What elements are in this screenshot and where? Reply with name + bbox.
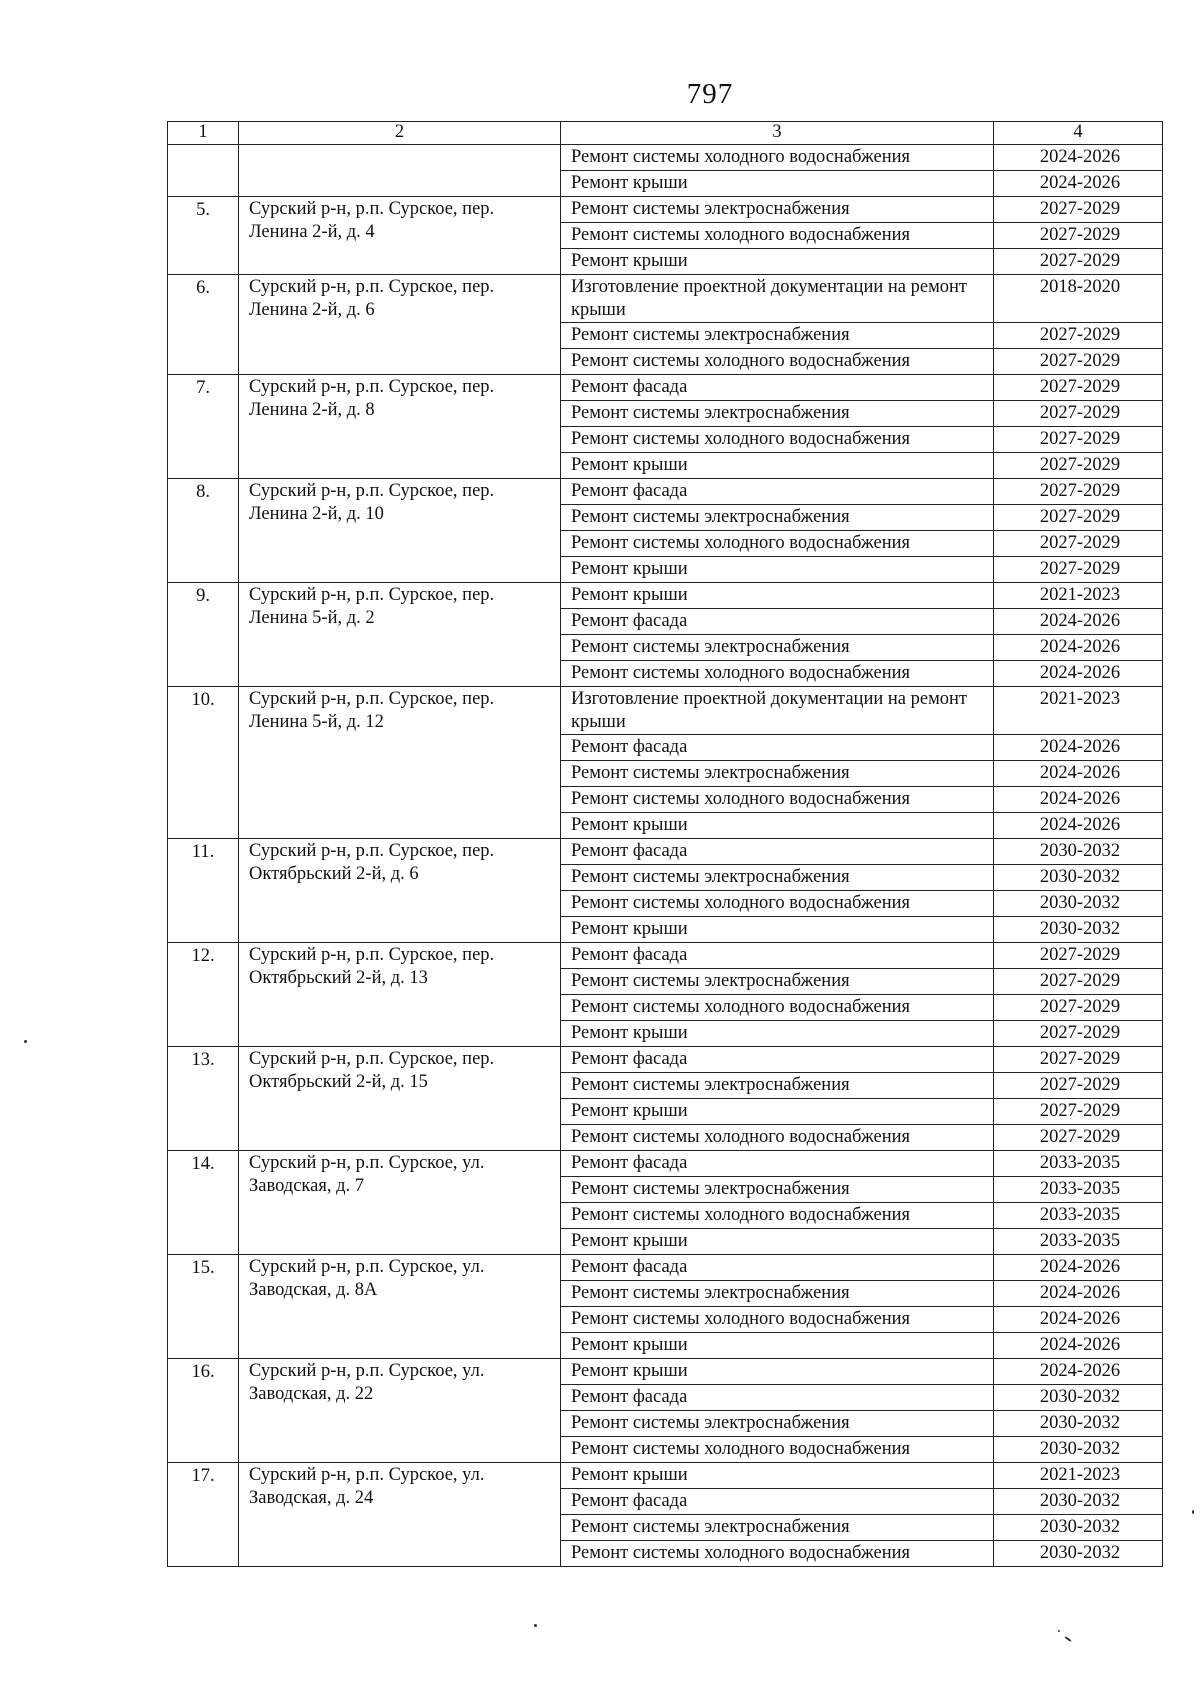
work-type: Ремонт фасада [561, 735, 994, 761]
work-type: Ремонт фасада [561, 479, 994, 505]
object-address: Сурский р-н, р.п. Сурское, пер. Ленина 2-й, д. 8 [239, 375, 561, 479]
work-type: Ремонт крыши [561, 583, 994, 609]
work-type: Ремонт системы холодного водоснабжения [561, 1203, 994, 1229]
object-number: 8. [168, 479, 239, 583]
work-type: Ремонт крыши [561, 249, 994, 275]
work-period: 2024-2026 [994, 735, 1163, 761]
object-number: 13. [168, 1047, 239, 1151]
work-type: Ремонт системы электроснабжения [561, 635, 994, 661]
work-type: Ремонт системы электроснабжения [561, 1177, 994, 1203]
work-type: Ремонт системы электроснабжения [561, 197, 994, 223]
work-type: Ремонт крыши [561, 1099, 994, 1125]
column-header-4: 4 [994, 122, 1163, 145]
object-address: Сурский р-н, р.п. Сурское, пер. Ленина 2-й, д. 6 [239, 275, 561, 375]
work-type: Ремонт системы электроснабжения [561, 865, 994, 891]
work-period: 2030-2032 [994, 917, 1163, 943]
object-number: 6. [168, 275, 239, 375]
work-type: Ремонт фасада [561, 375, 994, 401]
work-period: 2027-2029 [994, 427, 1163, 453]
table-row [168, 839, 1163, 865]
column-header-3: 3 [561, 122, 994, 145]
object-number: 11. [168, 839, 239, 943]
work-type: Ремонт системы электроснабжения [561, 1073, 994, 1099]
work-type: Ремонт системы холодного водоснабжения [561, 427, 994, 453]
column-header-1: 1 [168, 122, 239, 145]
work-period: 2027-2029 [994, 1073, 1163, 1099]
work-period: 2027-2029 [994, 1047, 1163, 1073]
object-number: 10. [168, 687, 239, 839]
work-period: 2027-2029 [994, 197, 1163, 223]
work-period: 2024-2026 [994, 1333, 1163, 1359]
work-period: 2030-2032 [994, 1515, 1163, 1541]
work-type: Ремонт системы холодного водоснабжения [561, 787, 994, 813]
work-type: Ремонт крыши [561, 453, 994, 479]
object-address: Сурский р-н, р.п. Сурское, пер. Октябрьский 2-й, д. 15 [239, 1047, 561, 1151]
work-type: Ремонт фасада [561, 943, 994, 969]
work-type: Ремонт крыши [561, 171, 994, 197]
object-address: Сурский р-н, р.п. Сурское, ул. Заводская, д. 24 [239, 1463, 561, 1567]
work-type: Ремонт фасада [561, 609, 994, 635]
work-period: 2027-2029 [994, 969, 1163, 995]
work-period: 2027-2029 [994, 995, 1163, 1021]
object-number: 7. [168, 375, 239, 479]
work-period: 2021-2023 [994, 687, 1163, 735]
work-type: Ремонт системы холодного водоснабжения [561, 891, 994, 917]
table-row [168, 275, 1163, 323]
object-address: Сурский р-н, р.п. Сурское, пер. Ленина 2-й, д. 10 [239, 479, 561, 583]
work-period: 2024-2026 [994, 609, 1163, 635]
work-period: 2024-2026 [994, 787, 1163, 813]
column-header-2: 2 [239, 122, 561, 145]
work-type: Ремонт системы электроснабжения [561, 401, 994, 427]
page-number: 797 [686, 78, 734, 110]
work-period: 2027-2029 [994, 323, 1163, 349]
work-type: Изготовление проектной документации на ремонт крыши [561, 687, 994, 735]
work-period: 2030-2032 [994, 1541, 1163, 1567]
work-period: 2030-2032 [994, 1411, 1163, 1437]
table-row [168, 1255, 1163, 1281]
table-row [168, 145, 1163, 171]
work-period: 2027-2029 [994, 401, 1163, 427]
work-period: 2021-2023 [994, 1463, 1163, 1489]
work-period: 2024-2026 [994, 1281, 1163, 1307]
table-row [168, 479, 1163, 505]
work-period: 2027-2029 [994, 557, 1163, 583]
object-address: Сурский р-н, р.п. Сурское, пер. Ленина 5-й, д. 2 [239, 583, 561, 687]
work-period: 2024-2026 [994, 1307, 1163, 1333]
work-type: Ремонт системы холодного водоснабжения [561, 223, 994, 249]
work-type: Ремонт системы холодного водоснабжения [561, 1541, 994, 1567]
table-row [168, 1151, 1163, 1177]
work-period: 2021-2023 [994, 583, 1163, 609]
scan-speck [534, 1624, 537, 1627]
work-period: 2033-2035 [994, 1203, 1163, 1229]
work-period: 2027-2029 [994, 1125, 1163, 1151]
work-type: Ремонт крыши [561, 1229, 994, 1255]
object-number: 14. [168, 1151, 239, 1255]
scan-speck [1064, 1636, 1072, 1642]
work-type: Ремонт системы холодного водоснабжения [561, 349, 994, 375]
work-period: 2030-2032 [994, 865, 1163, 891]
table-row [168, 1359, 1163, 1385]
object-number: 12. [168, 943, 239, 1047]
work-type: Ремонт системы холодного водоснабжения [561, 145, 994, 171]
scan-speck [24, 1040, 27, 1043]
table-row [168, 583, 1163, 609]
work-period: 2027-2029 [994, 223, 1163, 249]
work-period: 2030-2032 [994, 1437, 1163, 1463]
work-type: Ремонт крыши [561, 1333, 994, 1359]
work-period: 2027-2029 [994, 479, 1163, 505]
work-type: Ремонт фасада [561, 1489, 994, 1515]
work-type: Ремонт фасада [561, 839, 994, 865]
object-number: 5. [168, 197, 239, 275]
work-type: Ремонт системы электроснабжения [561, 1281, 994, 1307]
work-period: 2030-2032 [994, 1489, 1163, 1515]
work-type: Ремонт системы холодного водоснабжения [561, 1437, 994, 1463]
object-number [168, 145, 239, 197]
work-period: 2024-2026 [994, 635, 1163, 661]
work-period: 2027-2029 [994, 453, 1163, 479]
work-period: 2024-2026 [994, 1255, 1163, 1281]
work-period: 2033-2035 [994, 1177, 1163, 1203]
column-number-row [168, 122, 1163, 145]
work-period: 2024-2026 [994, 171, 1163, 197]
object-number: 16. [168, 1359, 239, 1463]
work-type: Ремонт системы холодного водоснабжения [561, 995, 994, 1021]
work-type: Ремонт системы электроснабжения [561, 761, 994, 787]
table-row [168, 1463, 1163, 1489]
work-type: Ремонт системы холодного водоснабжения [561, 661, 994, 687]
work-type: Ремонт системы электроснабжения [561, 969, 994, 995]
work-type: Ремонт фасада [561, 1151, 994, 1177]
object-address: Сурский р-н, р.п. Сурское, пер. Ленина 2-й, д. 4 [239, 197, 561, 275]
work-type: Ремонт системы электроснабжения [561, 1411, 994, 1437]
work-period: 2024-2026 [994, 813, 1163, 839]
object-address [239, 145, 561, 197]
work-type: Ремонт системы холодного водоснабжения [561, 531, 994, 557]
work-period: 2033-2035 [994, 1151, 1163, 1177]
work-type: Изготовление проектной документации на ремонт крыши [561, 275, 994, 323]
object-address: Сурский р-н, р.п. Сурское, ул. Заводская, д. 8А [239, 1255, 561, 1359]
work-period: 2024-2026 [994, 1359, 1163, 1385]
work-period: 2027-2029 [994, 1021, 1163, 1047]
work-period: 2027-2029 [994, 505, 1163, 531]
work-type: Ремонт крыши [561, 917, 994, 943]
table-row [168, 1047, 1163, 1073]
object-number: 17. [168, 1463, 239, 1567]
object-address: Сурский р-н, р.п. Сурское, ул. Заводская, д. 22 [239, 1359, 561, 1463]
repair-schedule-table [167, 121, 1163, 1567]
work-type: Ремонт системы электроснабжения [561, 505, 994, 531]
object-address: Сурский р-н, р.п. Сурское, пер. Октябрьский 2-й, д. 6 [239, 839, 561, 943]
object-address: Сурский р-н, р.п. Сурское, ул. Заводская, д. 7 [239, 1151, 561, 1255]
work-type: Ремонт крыши [561, 1463, 994, 1489]
work-period: 2027-2029 [994, 375, 1163, 401]
object-number: 15. [168, 1255, 239, 1359]
work-period: 2030-2032 [994, 839, 1163, 865]
object-address: Сурский р-н, р.п. Сурское, пер. Октябрьский 2-й, д. 13 [239, 943, 561, 1047]
work-period: 2027-2029 [994, 249, 1163, 275]
table-body [168, 122, 1163, 1567]
work-period: 2033-2035 [994, 1229, 1163, 1255]
work-type: Ремонт крыши [561, 813, 994, 839]
object-number: 9. [168, 583, 239, 687]
object-address: Сурский р-н, р.п. Сурское, пер. Ленина 5-й, д. 12 [239, 687, 561, 839]
work-type: Ремонт крыши [561, 1021, 994, 1047]
work-type: Ремонт системы холодного водоснабжения [561, 1125, 994, 1151]
table-row [168, 943, 1163, 969]
scan-speck [1192, 1510, 1194, 1514]
work-type: Ремонт фасада [561, 1385, 994, 1411]
table-row [168, 197, 1163, 223]
work-type: Ремонт крыши [561, 557, 994, 583]
work-type: Ремонт системы холодного водоснабжения [561, 1307, 994, 1333]
table-row [168, 687, 1163, 735]
work-period: 2018-2020 [994, 275, 1163, 323]
work-period: 2027-2029 [994, 531, 1163, 557]
work-period: 2027-2029 [994, 1099, 1163, 1125]
work-type: Ремонт системы электроснабжения [561, 1515, 994, 1541]
work-period: 2024-2026 [994, 145, 1163, 171]
work-period: 2024-2026 [994, 761, 1163, 787]
work-type: Ремонт системы электроснабжения [561, 323, 994, 349]
work-type: Ремонт крыши [561, 1359, 994, 1385]
work-period: 2027-2029 [994, 943, 1163, 969]
work-type: Ремонт фасада [561, 1047, 994, 1073]
scan-speck [1058, 1630, 1060, 1632]
work-period: 2027-2029 [994, 349, 1163, 375]
work-period: 2024-2026 [994, 661, 1163, 687]
work-type: Ремонт фасада [561, 1255, 994, 1281]
table-row [168, 375, 1163, 401]
work-period: 2030-2032 [994, 891, 1163, 917]
work-period: 2030-2032 [994, 1385, 1163, 1411]
